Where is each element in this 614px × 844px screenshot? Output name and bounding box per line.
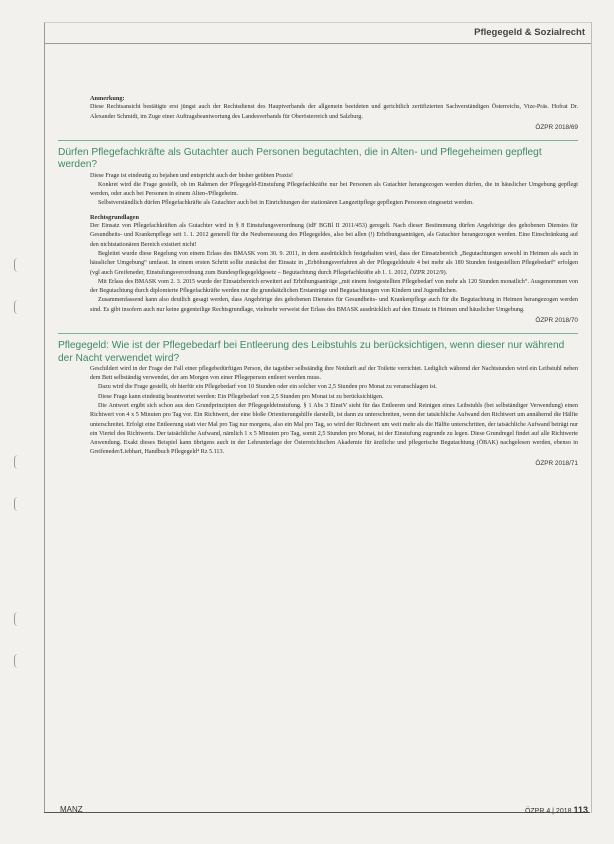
section2-paragraph: Geschildert wird in der Frage der Fall einer pflegebedürftigen Person, die tagsüber selbständig ihre Notdurft auf der Toilette verrichtet. Lediglich während der Nachtstunden wird ein Leibstuhl neben dem Bett selbständig verwendet, der am Morgen von einer Pflegeperson entleert werden muss. <box>90 365 578 382</box>
publisher-logo: MANZ <box>60 805 83 814</box>
binder-mark <box>14 612 21 626</box>
legal-basis-paragraph: Begleitet wurde diese Regelung von einem Erlass des BMASK vom 30. 9. 2011, in dem ausdrücklich festgehalten wird, dass der Einsatzbereich „Begutachtungen sowohl in Heimen als auch in häuslicher Umgebung“ umfasst. In einem ersten Schritt sollte zunächst der Einsatz in „Erhöhungsverfahren ab der Pflegegeldstufe 4 bei mehr als 180 Stunden festgestellten Pflegebedarf“ erfolgen (vgl auch Greifeneder, Einstufungsverordnung zum Bundespflegegeldgesetz – Begutachtung durch Pflegefachkräfte ab 1. 1. 2012, ÖZPR 2012/9). <box>90 250 578 276</box>
section1-paragraph: Diese Frage ist eindeutig zu bejahen und entspricht auch der bisher geübten Praxis! <box>90 172 294 179</box>
section2-paragraph: Diese Frage kann eindeutig beantwortet werden: Ein Pflegebedarf von 2,5 Stunden pro Monat ist zu berücksichtigen. <box>98 393 384 400</box>
note-source: ÖZPR 2018/69 <box>535 123 578 131</box>
section2-paragraph: Dazu wird die Frage gestellt, ob hierfür ein Pflegebedarf von 10 Stunden oder ein solcher von 2,5 Stunden pro Monat zu veranschlagen ist. <box>98 384 437 391</box>
section-divider <box>58 333 578 334</box>
section1-body <box>90 172 578 326</box>
binder-mark <box>14 654 21 668</box>
section1-source: ÖZPR 2018/70 <box>535 317 578 325</box>
page-footer <box>525 805 588 815</box>
section1-paragraph: Konkret wird die Frage gestellt, ob im Rahmen der Pflegegeld-Einstufung Pflegefachkräfte nur bei Personen als Gutachter herangezogen werden dürfen, die in häuslicher Umgebung gepflegt werden, oder auch bei Personen in einem Alten-/Pflegeheim. <box>90 181 578 198</box>
section2-source: ÖZPR 2018/71 <box>535 459 578 467</box>
section2-title: Pflegegeld: Wie ist der Pflegebedarf bei Entleerung des Leibstuhls zu berücksichtigen, wenn dieser nur während der Nacht verwendet wird? <box>58 340 565 364</box>
issue-label: ÖZPR 4 | 2018 <box>524 808 572 815</box>
section2-paragraph: Die Antwort ergibt sich schon aus den Grundprinzipien der Pflegegeldeinstufung. § 1 Abs 3 EinstV sieht für das Entleeren und Reinigen eines Leibstuhls (bei selbständiger Verwendung) einen Richtwert von 4 x 5 Minuten pro Tag vor. Ein Richtwert, der eine bloße Orientierungshilfe darstellt, ist dann zu unterschreiten, wenn der tatsächliche Aufwand den Richtwert um annähernd die Hälfte unterschreitet. Erfolgt eine Entleerung statt vier Mal pro Tag nur morgens, also ein Mal pro Tag, so wird der Richtwert um weit mehr als die Hälfte unterschritten, der tatsächliche Aufwand beträgt nur ein Viertel des Richtwerts. Der tatsächliche Aufwand, nämlich 1 x 5 Minuten pro Tag, somit 2,5 Stunden pro Monat, ist der Einstufung zugrunde zu legen. Diese Grundregel findet auf alle Richtwerte Anwendung. Exakt dieses Beispiel kann übrigens auch in der Lehrunterlage der Österreichischen Akademie für ärztliche und pflegerische Begutachtung (ÖBAK) nachgelesen werden, ebenso in Greifeneder/Liebhart, Handbuch Pflegegeld⁴ Rz 5.113. <box>90 402 578 456</box>
binder-mark <box>14 300 21 314</box>
note-title: Anmerkung: <box>90 95 125 102</box>
note-block <box>90 94 578 132</box>
section-divider <box>58 140 578 141</box>
footer-rule <box>44 812 590 813</box>
legal-basis-paragraph: Der Einsatz von Pflegefachkräften als Gutachter wird in § 8 Einstufungsverordnung (idF BGBl II 2011/453) geregelt. Nach dieser Bestimmung dürfen Angehörige des gehobenen Dienstes für Gesundheits- und Krankenpflege seit 1. 1. 2012 generell für die Neubemessung des Pflegegeldes, also bei allen (!) Erhöhungsanträgen, als Gutachter herangezogen werden. Eine Einschränkung auf den nichtstationären Bereich existiert nicht! <box>90 223 578 248</box>
section1-paragraph: Selbstverständlich dürfen Pflegefachkräfte als Gutachter auch bei in Einrichtungen der stationären Langzeitpflege gepflegten Personen eingesetzt werden. <box>98 200 474 207</box>
binder-mark <box>14 497 21 511</box>
legal-basis-heading: Rechtsgrundlagen <box>90 213 139 221</box>
legal-basis-paragraph: Zusammenfassend kann also deutlich gesagt werden, dass Angehörige des gehobenen Dienstes für Gesundheits- und Krankenpflege auch für die Begutachtung in Heimen herangezogen werden sind. Es gibt insofern auch nur keine gegenteilige Rechtsgrundlage, vielmehr verweist der Erlass des BMASK ausdrücklich auf den Einsatz in Heimen und häuslicher Umgebung. <box>90 297 578 313</box>
binder-mark <box>14 455 21 469</box>
binder-mark <box>14 258 21 272</box>
note-text: Diese Rechtsansicht bestätigte erst jüngst auch der Rechtsdienst des Hauptverbands der allgemein beeideten und gerichtlich zertifizierten Sachverständigen Österreichs, Vize-Präs. Hofrat Dr. Alexander Schmidt, im Zuge einer Auftragsbeantwortung des Landesverbands für Oberösterreich und Salzburg. <box>90 104 578 120</box>
section2-body <box>90 365 578 468</box>
legal-basis-paragraph: Mit Erlass des BMASK vom 2. 3. 2015 wurde der Einsatzbereich erweitert auf Erhöhungsanträge „mit einem festgestellten Pflegebedarf von mehr als 120 Stunden monatlich“. Ausgenommen von der Begutachtung durch diplomierte Pflegefachkräfte werden nur die grundsätzlichen Erstanträge und Begutachtungen von Kindern und Jugendlichen. <box>90 278 578 295</box>
section1-title: Dürfen Pflegefachkräfte als Gutachter auch Personen begutachten, die in Alten- und Pflegeheimen gepflegt werden? <box>58 147 542 171</box>
page-content <box>58 30 578 468</box>
running-head: Pflegegeld & Sozialrecht <box>474 27 585 38</box>
page-number: 113 <box>573 805 588 815</box>
